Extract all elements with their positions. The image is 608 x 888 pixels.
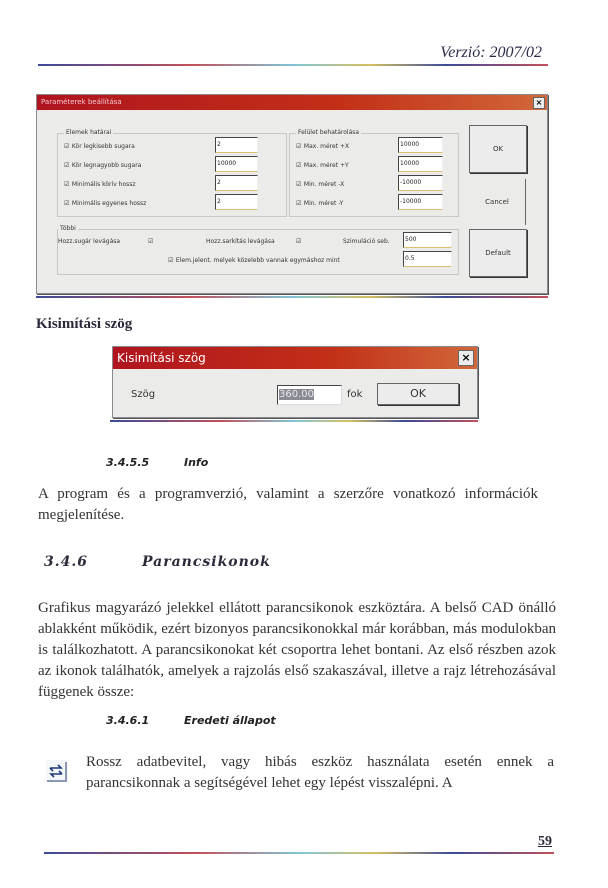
max-radius-checkbox[interactable]: ☑ Kör legnagyobb sugara [64, 162, 142, 169]
info-section-title: Info [184, 456, 209, 469]
parameters-dialog [36, 94, 548, 294]
surface-limits-legend: Felület behatárolása [298, 129, 360, 136]
angle-dialog [112, 346, 478, 418]
parameters-dialog-title: Paraméterek beállítása [41, 98, 122, 106]
original-section-title: Eredeti állapot [184, 714, 276, 727]
info-paragraph: A program és a programverzió, valamint a szerzőre vonatkozó információk megjelenítése. [38, 486, 538, 523]
min-line-length-checkbox[interactable]: ☑ Minimális egyenes hossz [64, 200, 147, 207]
max-x-checkbox[interactable]: ☑ Max. méret +X [296, 143, 350, 150]
undo-icon [46, 760, 68, 782]
min-radius-checkbox[interactable]: ☑ Kör legkisebb sugara [64, 143, 135, 150]
min-y-checkbox[interactable]: ☑ Min. méret -Y [296, 200, 344, 207]
element-proximity-checkbox[interactable]: ☑ Elem.jelent. melyek közelebb vannak egymáshoz mint [168, 257, 340, 264]
max-y-checkbox[interactable]: ☑ Max. méret +Y [296, 162, 349, 169]
info-section-number: 3.4.5.5 [106, 456, 150, 469]
header-rule [38, 64, 548, 66]
element-proximity-input[interactable]: 0.5 [403, 251, 452, 267]
angle-ok-button[interactable]: OK [377, 383, 459, 405]
simulation-speed-label: Szimuláció seb. [343, 238, 390, 245]
page-number: 59 [538, 834, 552, 849]
simulation-speed-input[interactable]: 500 [403, 232, 452, 248]
corner-trim-label: Hozz.sarkítás levágása [206, 238, 275, 245]
radius-trim-label: Hozz.sugár levágása [58, 238, 121, 245]
default-button[interactable]: Default [469, 229, 527, 277]
angle-input[interactable] [277, 385, 342, 405]
angle-unit: fok [347, 389, 363, 400]
angle-dialog-title: Kisimítási szög [117, 351, 206, 365]
parameters-dialog-titlebar [37, 95, 547, 110]
radius-trim-checkbox[interactable]: ☑ [148, 238, 154, 245]
element-limits-legend: Elemek határai [66, 129, 112, 136]
angle-value: 360.00 [279, 389, 314, 400]
icons-section-number: 3.4.6 [44, 554, 88, 570]
element-limits-group [57, 129, 287, 217]
min-arc-length-input[interactable]: 2 [215, 175, 258, 191]
original-section-number: 3.4.6.1 [106, 714, 150, 727]
close-icon[interactable]: × [458, 350, 474, 366]
other-group [57, 225, 459, 275]
close-icon[interactable]: × [533, 97, 545, 109]
min-x-checkbox[interactable]: ☑ Min. méret -X [296, 181, 345, 188]
min-x-input[interactable]: -10000 [398, 175, 443, 191]
max-radius-input[interactable]: 10000 [215, 156, 258, 172]
surface-limits-group [289, 129, 459, 217]
angle-label: Szög [131, 389, 156, 400]
icons-paragraph: Grafikus magyarázó jelekkel ellátott parancsikonok eszköztára. A belső CAD önálló ablakként működik, ezért bizonyos parancsikonokkal már korábban, más modulokban is találkozhatott. A parancsikonokat két csoportra lehet bontani. Az első részben azok az ikonok találhatók, amelyek a rajzolás első szakaszával, illetve a rajz létrehozásával függenek össze: [38, 600, 556, 700]
angle-dialog-divider [110, 420, 478, 422]
footer-rule [44, 852, 554, 854]
cancel-button[interactable]: Cancel [469, 179, 526, 225]
original-paragraph: Rossz adatbevitel, vagy hibás eszköz használata esetén ennek a parancsikonnak a segítségével lehet egy lépést visszalépni. A [86, 754, 554, 791]
version-label: Verzió: 2007/02 [440, 44, 542, 61]
smoothing-heading: Kisimítási szög [36, 316, 133, 332]
dialog-divider [36, 296, 548, 298]
min-arc-length-checkbox[interactable]: ☑ Minimális körív hossz [64, 181, 136, 188]
min-radius-input[interactable]: 2 [215, 137, 258, 153]
angle-dialog-titlebar [113, 347, 477, 369]
ok-button[interactable]: OK [469, 125, 527, 173]
other-legend: Többi [60, 225, 76, 232]
icons-section-title: Parancsikonok [142, 554, 271, 570]
max-y-input[interactable]: 10000 [398, 156, 443, 172]
min-line-length-input[interactable]: 2 [215, 194, 258, 210]
max-x-input[interactable]: 10000 [398, 137, 443, 153]
corner-trim-checkbox[interactable]: ☑ [296, 238, 302, 245]
min-y-input[interactable]: -10000 [398, 194, 443, 210]
